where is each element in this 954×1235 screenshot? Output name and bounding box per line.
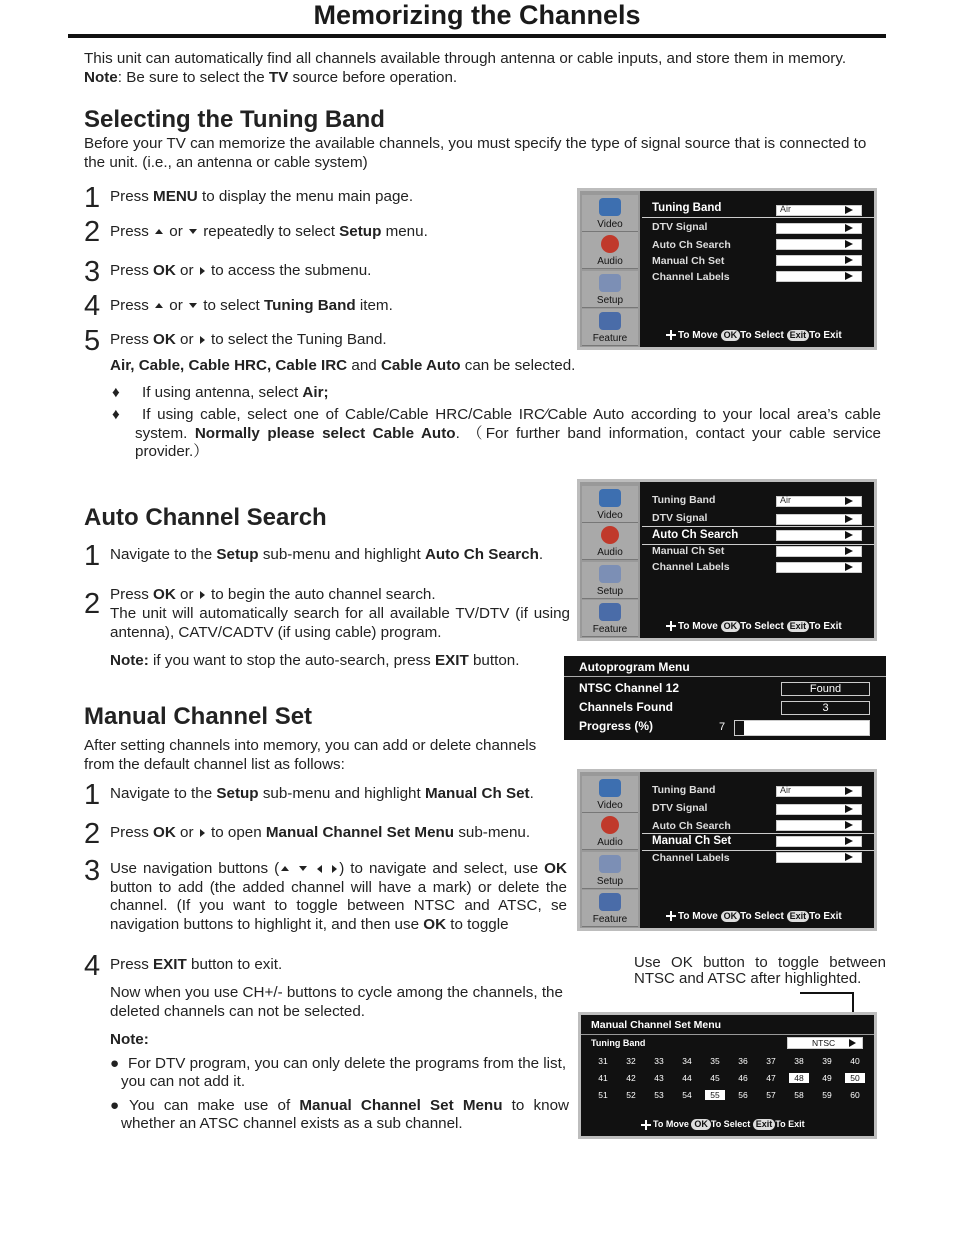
bullet-glyph: ♦ (112, 406, 120, 423)
menu-label: Feature (592, 914, 628, 925)
channel-cell[interactable]: 31 (598, 1056, 608, 1066)
step-text: if you want to stop the auto-search, press (148, 652, 435, 669)
step-number: 3 (84, 855, 101, 887)
feature-icon (599, 312, 621, 330)
tv-menu-tuning-band (577, 188, 877, 350)
menu-label: Video (597, 800, 623, 811)
right-arrow-icon (845, 256, 853, 264)
audio-icon (601, 816, 619, 834)
menu-label: Feature (592, 624, 628, 635)
tv-menu-manual-set (577, 769, 877, 931)
menu-video (582, 776, 638, 813)
channel-cell[interactable]: 53 (654, 1090, 664, 1100)
exit-pill: Exit (787, 330, 810, 341)
menu-label: Video (597, 219, 623, 230)
menu-setup (582, 562, 638, 599)
right-arrow-icon (845, 206, 853, 214)
ok-pill: OK (691, 1119, 711, 1130)
manual-desc: After setting channels into memory, you can add or delete channels from the default channel list as follows: (84, 737, 537, 773)
step-text: Press (110, 331, 154, 348)
channel-cell[interactable]: 39 (822, 1056, 832, 1066)
auto-note (110, 652, 519, 669)
step-number: 3 (84, 256, 101, 288)
channel-cell[interactable]: 48 (789, 1073, 809, 1083)
menu-label: Audio (597, 547, 623, 558)
right-arrow-icon (845, 515, 853, 523)
foot-text: To Select (740, 911, 784, 922)
step-bold: OK (153, 331, 176, 348)
foot-text: To Move (678, 330, 718, 341)
step-text: Navigate to the (110, 546, 217, 563)
tv-row-manual-ch-set: Manual Ch Set (652, 545, 725, 557)
move-icon (666, 911, 676, 921)
down-arrow-icon (189, 229, 197, 234)
step-text: ) to navigate and select, use (339, 860, 545, 877)
step-text: Press (110, 188, 154, 205)
auto-ch-search-box (776, 239, 862, 250)
step-text: or (175, 586, 198, 603)
step-bold: OK (153, 586, 176, 603)
step-text: . (538, 546, 544, 563)
tv-row-channel-labels: Channel Labels (652, 561, 730, 573)
step-text: item. (355, 297, 393, 314)
step-text: Press (110, 297, 154, 314)
found-value: Found (781, 682, 870, 696)
step-text: or (175, 262, 198, 279)
channel-cell[interactable]: 38 (794, 1056, 804, 1066)
audio-icon (601, 526, 619, 544)
tv-row-channel-labels: Channel Labels (652, 271, 730, 283)
tv-menu-sidebar (580, 772, 640, 928)
step-text: button to add (the added channel will have a mark) or delete the channel. (If you want to toggle between NTSC and ATSC, se navigation buttons to highlight it, and then use (110, 878, 567, 933)
ok-pill: OK (721, 621, 741, 632)
right-arrow-icon (845, 805, 853, 813)
menu-audio (582, 232, 638, 269)
channel-labels-box (776, 562, 862, 573)
foot-text: To Exit (809, 621, 842, 632)
channel-cell[interactable]: 50 (845, 1073, 865, 1083)
tv-row-auto-ch-search: Auto Ch Search (652, 820, 731, 832)
foot-text: To Exit (809, 911, 842, 922)
manual-step-3 (110, 860, 567, 934)
step-1 (110, 188, 413, 205)
section-desc: Before your TV can memorize the available channels, you must specify the type of signal source that is connected to the unit. (i.e., an antenna or cable system) (84, 135, 867, 171)
box-value: Air (780, 204, 791, 214)
bullet-antenna (142, 384, 329, 401)
video-icon (599, 779, 621, 797)
step-number: 1 (84, 540, 101, 572)
step-number: 1 (84, 182, 101, 214)
channel-labels-box (776, 271, 862, 282)
step-bold: Manual Channel Set Menu (265, 824, 455, 841)
highlight-line (642, 833, 874, 834)
auto-step-1 (110, 546, 543, 563)
tv-menu-sidebar (580, 191, 640, 347)
foot-text: To Move (653, 1119, 689, 1129)
step-text: button. (468, 652, 520, 669)
channel-cell[interactable]: 42 (626, 1073, 636, 1083)
tv-row-dtv-signal: DTV Signal (652, 802, 708, 814)
step-text: Press (110, 956, 154, 973)
up-arrow-icon (281, 866, 289, 871)
menu-feature (582, 309, 638, 346)
highlight-line (642, 850, 874, 851)
step-number: 4 (84, 290, 101, 322)
exit-pill: Exit (787, 911, 810, 922)
foot-text: To Exit (775, 1119, 805, 1129)
tuning-band-box (776, 786, 862, 797)
menu-audio (582, 523, 638, 560)
note-label: Note: (110, 652, 149, 669)
move-icon (666, 621, 676, 631)
tv-menu-sidebar (580, 482, 640, 638)
step-text: to access the submenu. (206, 262, 372, 279)
right-arrow-icon (200, 591, 205, 599)
manual-ch-set-box (776, 546, 862, 557)
step-text: . (529, 785, 534, 802)
manual-ch-set-box (776, 836, 862, 847)
ok-pill: OK (721, 330, 741, 341)
note-bold: TV (268, 68, 289, 86)
foot-text: To Select (740, 621, 784, 632)
step-bold: Tuning Band (264, 297, 356, 314)
foot-text: To Move (678, 911, 718, 922)
step-text: You can make use of (129, 1097, 300, 1114)
step-text: to select the Tuning Band. (206, 331, 387, 348)
autoprogram-row-label: Channels Found (579, 700, 673, 714)
step-bold: Manual Channel Set Menu (299, 1097, 503, 1114)
title-rule (68, 34, 886, 38)
ok-pill: OK (721, 911, 741, 922)
step-bold: Setup (339, 223, 382, 240)
right-arrow-icon (845, 497, 853, 505)
bullet-cable (135, 406, 881, 462)
tv-row-tuning-band: Tuning Band (652, 202, 722, 214)
channel-cell[interactable]: 49 (822, 1073, 832, 1083)
autoprogram-row-label: Progress (%) (579, 719, 654, 733)
step-4 (110, 297, 393, 314)
step-text: Press (110, 262, 154, 279)
step-number: 4 (84, 950, 101, 982)
dtv-signal-box (776, 223, 862, 234)
manual-channel-set-menu (578, 1012, 877, 1139)
auto-ch-search-box (776, 820, 862, 831)
tv-row-dtv-signal: DTV Signal (652, 221, 708, 233)
up-arrow-icon (155, 303, 163, 308)
tuning-band-box (776, 205, 862, 216)
step-text: can be selected. (460, 357, 576, 374)
step-text: or (175, 331, 198, 348)
channel-cell[interactable]: 54 (682, 1090, 692, 1100)
manual-para: Now when you use CH+/- buttons to cycle among the channels, the deleted channels can not be selected. (110, 984, 563, 1020)
tv-menu-footer (666, 621, 842, 632)
tv-menu-footer (666, 911, 842, 922)
mcs-divider (581, 1034, 874, 1035)
channel-cell[interactable]: 60 (850, 1090, 860, 1100)
intro-text (84, 50, 884, 87)
note-label: Note (84, 68, 118, 86)
tv-row-tuning-band: Tuning Band (652, 784, 716, 796)
tv-row-auto-ch-search: Auto Ch Search (652, 529, 739, 541)
step-3 (110, 262, 371, 279)
step-text: Use navigation buttons ( (110, 860, 280, 877)
step-bold: MENU (153, 188, 198, 205)
channel-cell[interactable]: 55 (705, 1090, 725, 1100)
auto-ch-search-box (776, 530, 862, 541)
highlight-line (642, 217, 874, 218)
exit-pill: Exit (753, 1119, 776, 1130)
setup-icon (599, 274, 621, 292)
mcs-band-value: NTSC (812, 1038, 836, 1048)
step-bold: Normally please select Cable Auto (194, 424, 456, 442)
channels-found-value: 3 (781, 701, 870, 715)
step-text: Navigate to the (110, 785, 217, 802)
step-text: Press (110, 824, 154, 841)
bullet-glyph: ● (110, 1097, 120, 1114)
menu-label: Setup (596, 295, 624, 306)
step-bold: EXIT (435, 652, 469, 669)
step-text: button to exit. (186, 956, 283, 973)
right-arrow-icon (845, 240, 853, 248)
channel-labels-box (776, 852, 862, 863)
intro-line: This unit can automatically find all channels available through antenna or cable inputs, and store them in memory. (84, 50, 847, 67)
down-arrow-icon (189, 303, 197, 308)
progress-value: 7 (719, 721, 726, 733)
step-text: to know whether an ATSC channel exists as a sub channel. (121, 1097, 569, 1132)
menu-feature (582, 890, 638, 927)
channel-cell[interactable]: 33 (654, 1056, 664, 1066)
tv-row-channel-labels: Channel Labels (652, 852, 730, 864)
audio-icon (601, 235, 619, 253)
down-arrow-icon (299, 866, 307, 871)
menu-setup (582, 852, 638, 889)
setup-icon (599, 855, 621, 873)
step-text: or (175, 824, 198, 841)
tv-row-dtv-signal: DTV Signal (652, 512, 708, 524)
step-text: Press (110, 223, 154, 240)
channel-cell[interactable]: 32 (626, 1056, 636, 1066)
step-text: sub-menu. (454, 824, 531, 841)
bullet-glyph: ♦ (112, 384, 120, 401)
video-icon (599, 489, 621, 507)
menu-label: Feature (592, 333, 628, 344)
exit-pill: Exit (787, 621, 810, 632)
step-text: to open (206, 824, 266, 841)
manual-bullet-1: For DTV program, you can only delete the programs from the list, you can not add it. (121, 1055, 567, 1090)
right-arrow-icon (845, 853, 853, 861)
step-number: 2 (84, 216, 101, 248)
step-text: and (347, 357, 381, 374)
manual-ch-set-box (776, 255, 862, 266)
step-number: 2 (84, 818, 101, 850)
mcs-band-label: Tuning Band (591, 1038, 646, 1048)
right-arrow-icon (845, 272, 853, 280)
channel-cell[interactable]: 45 (710, 1073, 720, 1083)
mcs-footer (641, 1119, 805, 1130)
page-title: Memorizing the Channels (313, 0, 641, 30)
step-text: . （For further band information, contact your cable service provider.） (135, 424, 882, 460)
right-arrow-icon (845, 531, 853, 539)
step-bold: OK (423, 915, 447, 933)
step-text: or (165, 297, 187, 314)
feature-icon (599, 893, 621, 911)
highlight-line (642, 526, 874, 527)
step-bold: OK (544, 860, 567, 877)
dtv-signal-box (776, 804, 862, 815)
progress-bar (734, 720, 870, 736)
up-arrow-icon (155, 229, 163, 234)
channel-cell[interactable]: 40 (850, 1056, 860, 1066)
channel-cell[interactable]: 37 (766, 1056, 776, 1066)
box-value: Air (780, 785, 791, 795)
menu-audio (582, 813, 638, 850)
step-number: 5 (84, 325, 101, 357)
step-bold: OK (153, 262, 176, 279)
step-bold: Air; (302, 384, 329, 401)
step-bold: Cable Auto (380, 357, 461, 374)
tv-menu-auto-search (577, 479, 877, 641)
menu-label: Setup (596, 876, 624, 887)
step-bold: Setup (216, 785, 259, 802)
menu-video (582, 195, 638, 232)
autoprogram-title: Autoprogram Menu (579, 660, 690, 674)
step-text: to toggle (446, 915, 509, 933)
right-arrow-icon (845, 547, 853, 555)
mcs-band-box (787, 1037, 863, 1049)
step-text: If using cable, select one of Cable/Cable HRC/Cable IRC∕Cable Auto according to your local area’s cable system. (135, 406, 881, 442)
right-arrow-icon (332, 865, 337, 873)
move-icon (666, 330, 676, 340)
auto-step-2 (110, 586, 436, 603)
menu-label: Setup (596, 586, 624, 597)
box-value: Air (780, 495, 791, 505)
tv-menu-footer (666, 330, 842, 341)
callout-text: Use OK button to toggle between NTSC and ATSC after highlighted. (634, 954, 886, 987)
step-text: to begin the auto channel search. (206, 586, 436, 603)
channel-cell[interactable]: 35 (710, 1056, 720, 1066)
step-bold: Setup (216, 546, 259, 563)
bullet-glyph: ● (110, 1055, 120, 1072)
step-text: Press (110, 586, 154, 603)
note-text: : Be sure to select the (117, 68, 269, 86)
autoprogram-menu (564, 656, 886, 740)
manual-bullet-2 (121, 1097, 569, 1133)
bands-text (110, 357, 575, 374)
right-arrow-icon (200, 267, 205, 275)
step-bold: OK (153, 824, 176, 841)
right-arrow-icon (845, 821, 853, 829)
right-arrow-icon (845, 563, 853, 571)
step-text: to select (199, 297, 264, 314)
right-arrow-icon (200, 829, 205, 837)
menu-feature (582, 600, 638, 637)
step-text: sub-menu and highlight (258, 785, 425, 802)
channel-cell[interactable]: 59 (822, 1090, 832, 1100)
menu-label: Audio (597, 256, 623, 267)
channel-cell[interactable]: 41 (598, 1073, 608, 1083)
foot-text: To Move (678, 621, 718, 632)
channel-cell[interactable]: 47 (766, 1073, 776, 1083)
channel-cell[interactable]: 56 (738, 1090, 748, 1100)
tv-row-tuning-band: Tuning Band (652, 494, 716, 506)
right-arrow-icon (849, 1039, 856, 1047)
step-number: 1 (84, 779, 101, 811)
channel-cell[interactable]: 43 (654, 1073, 664, 1083)
tuning-band-box (776, 496, 862, 507)
menu-setup (582, 271, 638, 308)
right-arrow-icon (845, 224, 853, 232)
step-text: menu. (381, 223, 428, 240)
step-text: to display the menu main page. (197, 188, 414, 205)
right-arrow-icon (200, 336, 205, 344)
channel-cell[interactable]: 52 (626, 1090, 636, 1100)
step-text: sub-menu and highlight (258, 546, 425, 563)
step-2 (110, 223, 428, 240)
step-5 (110, 331, 387, 348)
move-icon (641, 1120, 651, 1130)
menu-label: Audio (597, 837, 623, 848)
mcs-title: Manual Channel Set Menu (591, 1019, 722, 1031)
menu-label: Video (597, 510, 623, 521)
progress-fill (735, 721, 744, 735)
channel-cell[interactable]: 34 (682, 1056, 692, 1066)
step-number: 2 (84, 588, 101, 620)
menu-video (582, 486, 638, 523)
auto-step-2-desc: The unit will automatically search for all available TV/DTV (if using antenna), CATV/CADTV (if using cable) program. (110, 605, 570, 641)
feature-icon (599, 603, 621, 621)
autoprogram-row-label: NTSC Channel 12 (579, 681, 680, 695)
channel-cell[interactable]: 58 (794, 1090, 804, 1100)
video-icon (599, 198, 621, 216)
right-arrow-icon (845, 837, 853, 845)
manual-step-4 (110, 956, 282, 973)
manual-note-label: Note: (110, 1031, 149, 1048)
tv-row-auto-ch-search: Auto Ch Search (652, 239, 731, 251)
manual-step-1 (110, 785, 534, 802)
dtv-signal-box (776, 514, 862, 525)
step-bold: Auto Ch Search (424, 546, 539, 563)
step-text: or (165, 223, 187, 240)
channel-cell[interactable]: 46 (738, 1073, 748, 1083)
section-heading-manual-set: Manual Channel Set (84, 703, 313, 730)
channel-cell[interactable]: 51 (598, 1090, 608, 1100)
right-arrow-icon (845, 787, 853, 795)
step-bold: Manual Ch Set (424, 785, 530, 802)
channel-cell[interactable]: 36 (738, 1056, 748, 1066)
step-bold: Air, Cable, Cable HRC, Cable IRC (110, 357, 348, 374)
tv-row-manual-ch-set: Manual Ch Set (652, 835, 732, 847)
step-bold: EXIT (153, 956, 187, 973)
setup-icon (599, 565, 621, 583)
foot-text: To Select (710, 1119, 751, 1129)
step-text: repeatedly to select (199, 223, 340, 240)
step-text: If using antenna, select (142, 384, 303, 401)
left-arrow-icon (317, 865, 322, 873)
foot-text: To Select (740, 330, 784, 341)
tv-row-manual-ch-set: Manual Ch Set (652, 255, 725, 267)
foot-text: To Exit (809, 330, 842, 341)
channel-cell[interactable]: 57 (766, 1090, 776, 1100)
section-heading-auto-search: Auto Channel Search (84, 504, 327, 531)
channel-cell[interactable]: 44 (682, 1073, 692, 1083)
manual-step-2 (110, 824, 530, 841)
note-text-end: source before operation. (288, 68, 458, 86)
section-heading-tuning-band: Selecting the Tuning Band (84, 106, 385, 133)
